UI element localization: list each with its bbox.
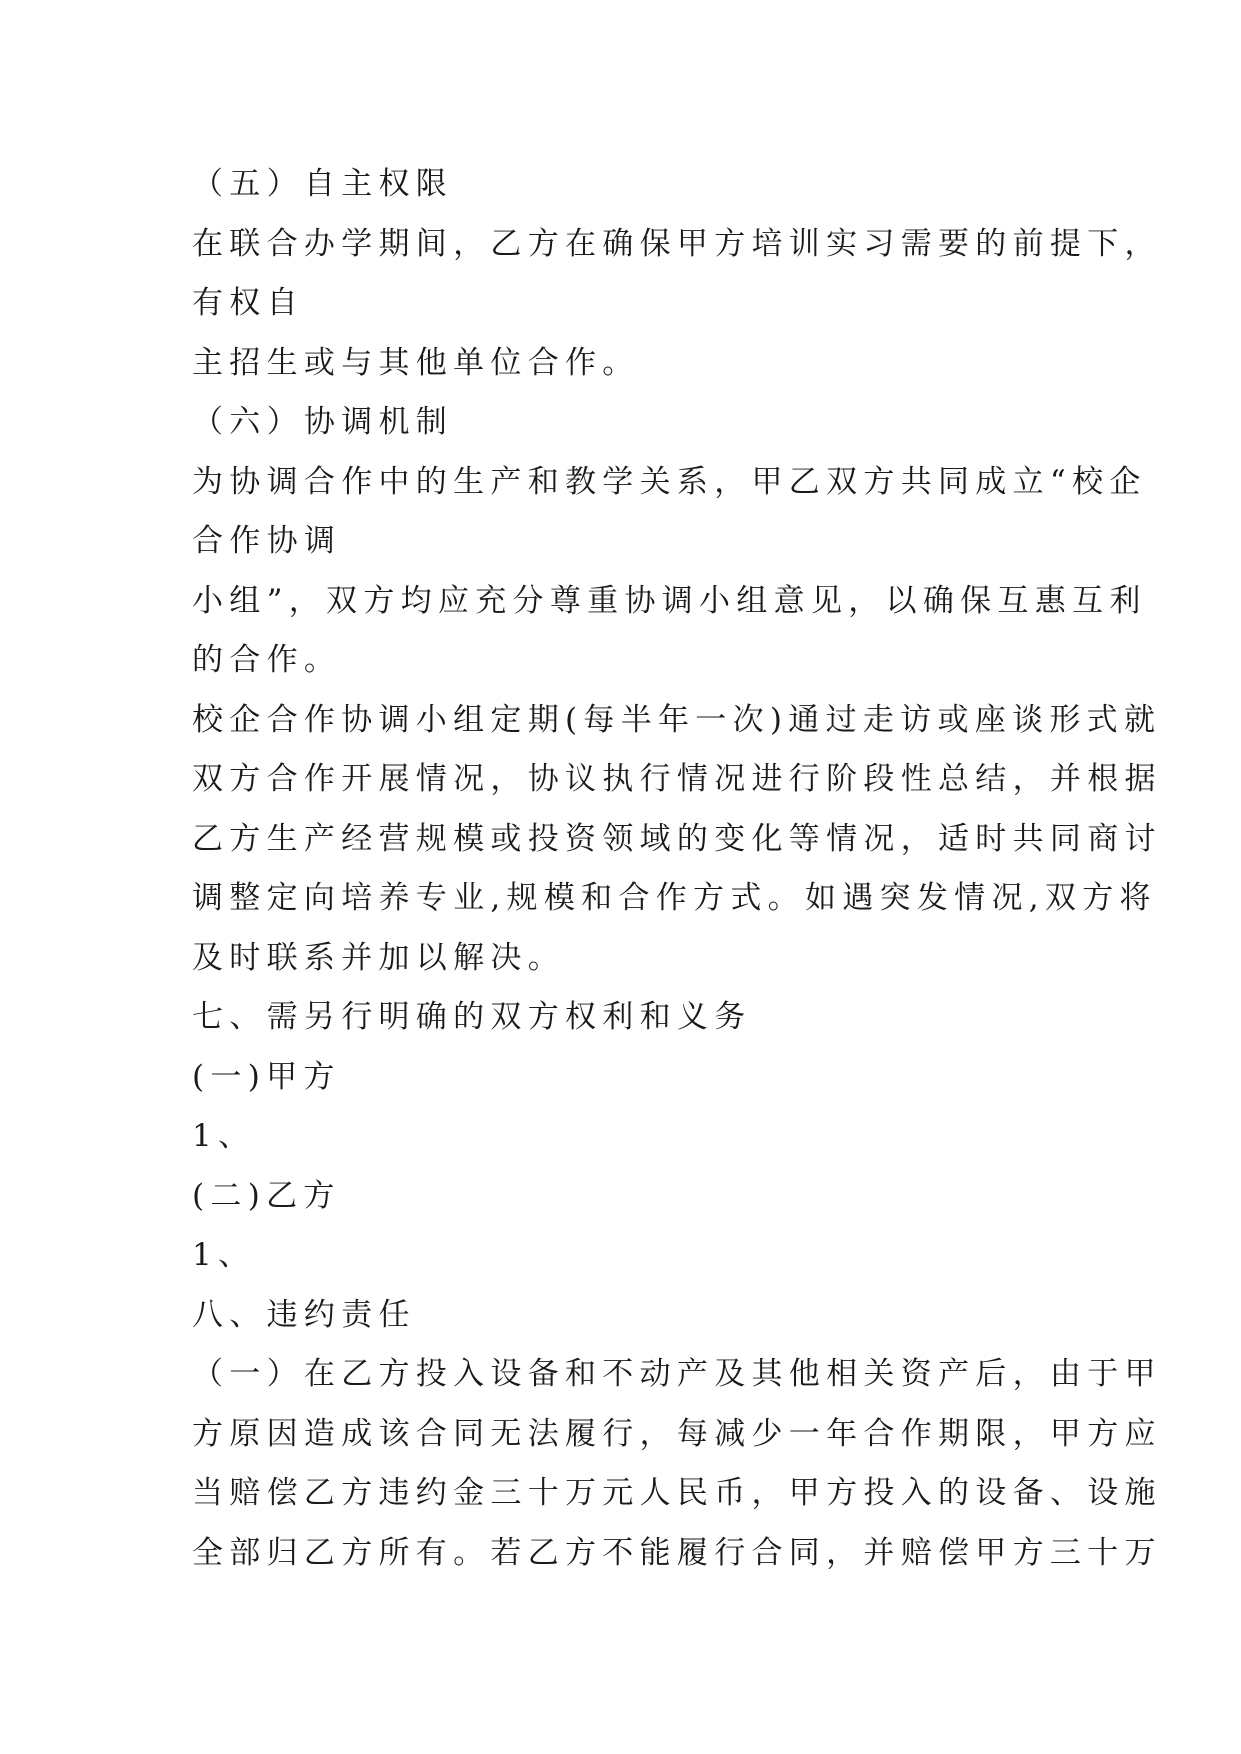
list-item-number: 1、: [192, 1118, 256, 1154]
paragraph-line: 有权自: [192, 285, 304, 321]
paragraph-line: 为协调合作中的生产和教学关系，甲乙双方共同成立“校企: [192, 463, 1147, 500]
paragraph-line: 当赔偿乙方违约金三十万元人民币，甲方投入的设备、设施: [192, 1475, 1162, 1511]
paragraph-line: （一）在乙方投入设备和不动产及其他相关资产后，由于甲: [192, 1356, 1162, 1392]
paragraph-line: 校企合作协调小组定期(每半年一次)通过走访或座谈形式就: [192, 701, 1162, 738]
paragraph-line: 小组”，双方均应充分尊重协调小组意见，以确保互惠互利: [192, 582, 1147, 619]
document-body: [192, 155, 1162, 1583]
paragraph-line: 调整定向培养专业,规模和合作方式。如遇突发情况,双方将: [192, 880, 1157, 916]
paragraph-line: 及时联系并加以解决。: [192, 939, 565, 976]
section-8-heading: 八、违约责任: [192, 1296, 416, 1333]
paragraph-line: 双方合作开展情况，协议执行情况进行阶段性总结，并根据: [192, 761, 1162, 797]
paragraph-line: 方原因造成该合同无法履行，每减少一年合作期限，甲方应: [192, 1415, 1162, 1452]
heading-6-coordination: （六）协调机制: [192, 404, 454, 440]
subheading-party-b: (二)乙方: [192, 1177, 341, 1214]
paragraph-line: 主招生或与其他单位合作。: [192, 344, 640, 381]
paragraph-line: 全部归乙方所有。若乙方不能履行合同，并赔偿甲方三十万: [192, 1534, 1162, 1571]
list-item-number: 1、: [192, 1237, 256, 1273]
section-7-heading: 七、需另行明确的双方权利和义务: [192, 999, 752, 1035]
paragraph-line: 的合作。: [192, 642, 342, 678]
paragraph-line: 乙方生产经营规模或投资领域的变化等情况，适时共同商讨: [192, 820, 1162, 857]
paragraph-line: 在联合办学期间，乙方在确保甲方培训实习需要的前提下，: [192, 225, 1162, 262]
paragraph-line: 合作协调: [192, 523, 342, 559]
subheading-party-a: (一)甲方: [192, 1058, 341, 1095]
heading-5-autonomy: （五）自主权限: [192, 166, 454, 202]
